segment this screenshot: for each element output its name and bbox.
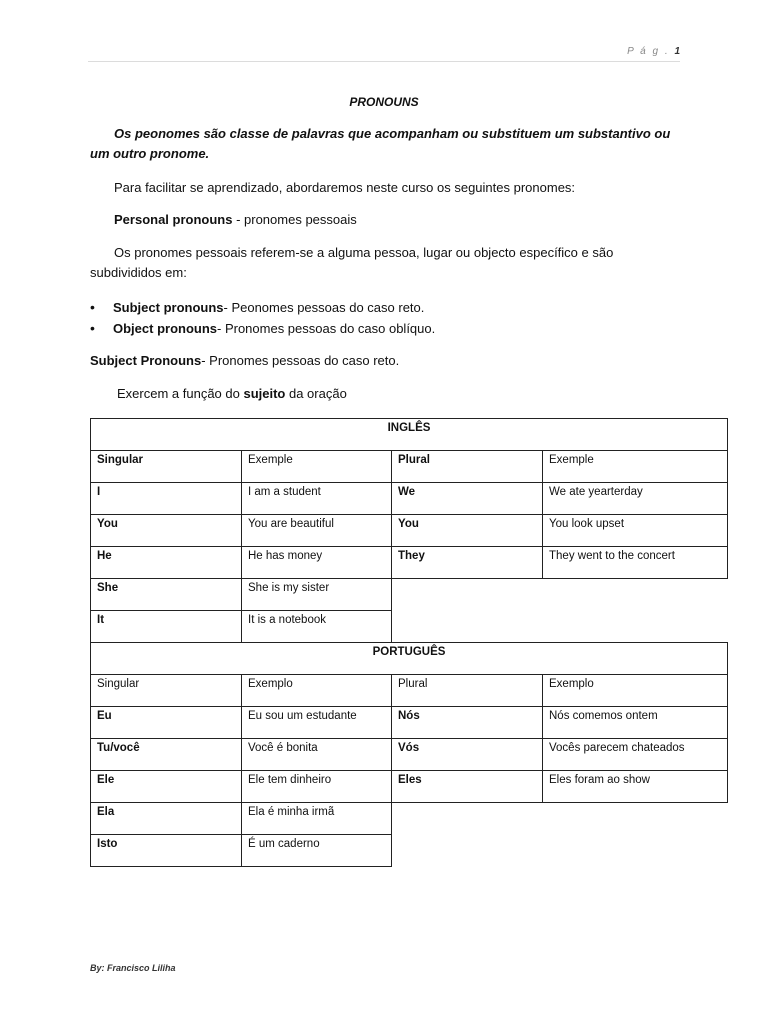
table-header-cell: Plural xyxy=(392,451,543,483)
table-cell: Vocês parecem chateados xyxy=(543,739,728,771)
facilitate-paragraph: Para facilitar se aprendizado, abordaremos neste curso os seguintes pronomes: xyxy=(114,180,576,195)
table-row xyxy=(91,675,728,707)
refer-paragraph: Os pronomes pessoais referem-se a alguma pessoa, lugar ou objecto específico e são subdivididos em: xyxy=(90,245,614,280)
table-cell: Eles foram ao show xyxy=(543,771,728,803)
table-cell: Ele tem dinheiro xyxy=(242,771,392,803)
table-cell: I xyxy=(91,483,242,515)
table-cell: We ate yearterday xyxy=(543,483,728,515)
page-prefix: P á g . xyxy=(627,46,670,57)
intro-paragraph: Os peonomes são classe de palavras que acompanham ou substituem um substantivo ou um outro pronome. xyxy=(90,126,671,161)
table-cell: Nós xyxy=(392,707,543,739)
empty-cell xyxy=(392,803,728,867)
table-cell: Vós xyxy=(392,739,543,771)
list-item-text: - Pronomes pessoas do caso oblíquo. xyxy=(217,321,436,336)
table-cell: We xyxy=(392,483,543,515)
personal-pronouns-label: Personal pronouns xyxy=(114,212,233,227)
table-cell: It xyxy=(91,611,242,643)
table-cell: Tu/você xyxy=(91,739,242,771)
pronoun-type-list xyxy=(90,297,435,339)
table-cell: You are beautiful xyxy=(242,515,392,547)
function-pre: Exercem a função do xyxy=(117,386,244,401)
table-header-cell: Exemple xyxy=(242,451,392,483)
table-cell: Ela é minha irmã xyxy=(242,803,392,835)
table-cell: You xyxy=(91,515,242,547)
list-item xyxy=(90,297,435,318)
empty-cell xyxy=(392,579,728,643)
page-number-value: 1 xyxy=(674,46,680,57)
table-cell: I am a student xyxy=(242,483,392,515)
table-cell: You look upset xyxy=(543,515,728,547)
pronouns-table xyxy=(90,418,728,867)
table-header-cell: Exemplo xyxy=(543,675,728,707)
table-header-cell: Singular xyxy=(91,675,242,707)
personal-pronouns-text: - pronomes pessoais xyxy=(232,212,357,227)
personal-pronouns-line xyxy=(90,210,680,230)
table-cell: É um caderno xyxy=(242,835,392,867)
table-row xyxy=(91,419,728,451)
table-header-cell: Exemple xyxy=(543,451,728,483)
subject-pronouns-text: - Pronomes pessoas do caso reto. xyxy=(201,353,400,368)
table-header-cell: Exemplo xyxy=(242,675,392,707)
table-row xyxy=(91,483,728,515)
footer-author: By: Francisco Liliha xyxy=(90,963,176,973)
table-row xyxy=(91,515,728,547)
list-item-text: - Peonomes pessoas do caso reto. xyxy=(223,300,425,315)
table-header-cell: Plural xyxy=(392,675,543,707)
page-number xyxy=(627,46,680,57)
list-item xyxy=(90,318,435,339)
table-cell: It is a notebook xyxy=(242,611,392,643)
table-cell: Você é bonita xyxy=(242,739,392,771)
function-post: da oração xyxy=(285,386,347,401)
table-cell: Eu xyxy=(91,707,242,739)
table-row xyxy=(91,803,728,835)
table-row xyxy=(91,771,728,803)
table-cell: They went to the concert xyxy=(543,547,728,579)
table-header-cell: Singular xyxy=(91,451,242,483)
table-cell: He has money xyxy=(242,547,392,579)
table-row xyxy=(91,547,728,579)
table-cell: He xyxy=(91,547,242,579)
table-cell: Ele xyxy=(91,771,242,803)
subject-pronouns-heading xyxy=(90,351,680,371)
table-row xyxy=(91,643,728,675)
table-cell: Nós comemos ontem xyxy=(543,707,728,739)
header-rule xyxy=(88,61,680,62)
subject-pronouns-label: Subject Pronouns xyxy=(90,353,202,368)
table-row xyxy=(91,451,728,483)
list-item-label: Subject pronouns xyxy=(113,300,224,315)
english-heading: INGLÊS xyxy=(91,419,728,451)
table-cell: Isto xyxy=(91,835,242,867)
table-cell: You xyxy=(392,515,543,547)
table-row xyxy=(91,739,728,771)
table-cell: She xyxy=(91,579,242,611)
table-cell: Eles xyxy=(392,771,543,803)
list-item-label: Object pronouns xyxy=(113,321,217,336)
table-row xyxy=(91,707,728,739)
table-cell: They xyxy=(392,547,543,579)
function-line xyxy=(117,384,707,404)
table-cell: She is my sister xyxy=(242,579,392,611)
function-bold: sujeito xyxy=(243,386,286,401)
table-row xyxy=(91,579,728,611)
portuguese-heading: PORTUGUÊS xyxy=(91,643,728,675)
page-title: PRONOUNS xyxy=(349,95,419,109)
table-cell: Eu sou um estudante xyxy=(242,707,392,739)
table-cell: Ela xyxy=(91,803,242,835)
